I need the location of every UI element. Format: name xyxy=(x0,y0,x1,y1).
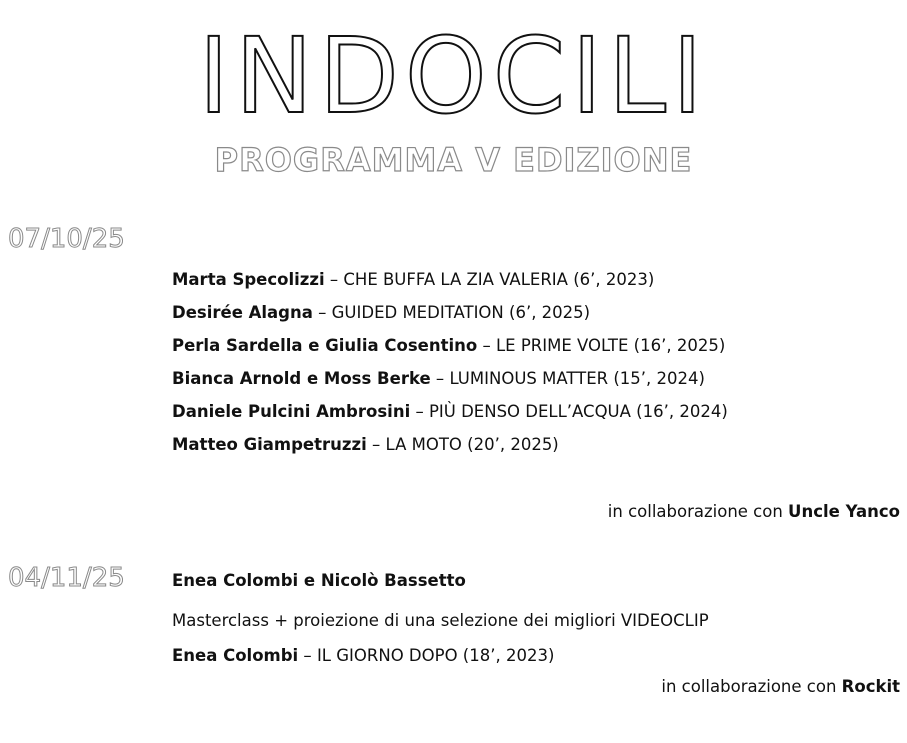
page-title: INDOCILI xyxy=(198,15,709,137)
director-name: Bianca Arnold e Moss Berke xyxy=(172,369,431,388)
program-description xyxy=(172,610,709,632)
collab-partner: Rockit xyxy=(841,677,900,696)
separator: – xyxy=(366,435,386,454)
collaboration-note xyxy=(608,501,900,523)
collab-prefix: in collaborazione con xyxy=(607,502,789,521)
separator: – xyxy=(477,336,496,355)
session-date: 04/11/25 xyxy=(8,563,125,593)
program-entry xyxy=(172,645,554,667)
director-name: Desirée Alagna xyxy=(172,303,313,322)
film-title: CHE BUFFA LA ZIA VALERIA (6’, 2023) xyxy=(343,270,655,289)
separator: – xyxy=(312,303,332,322)
director-name: Marta Specolizzi xyxy=(172,270,325,289)
separator: – xyxy=(430,369,450,388)
guest-names: Enea Colombi e Nicolò Bassetto xyxy=(172,571,466,590)
film-title: LUMINOUS MATTER (15’, 2024) xyxy=(449,369,705,388)
collab-prefix: in collaborazione con xyxy=(661,677,842,696)
program-guests xyxy=(172,570,466,592)
director-name: Matteo Giampetruzzi xyxy=(172,435,367,454)
separator: – xyxy=(324,270,344,289)
program-entry xyxy=(172,269,654,291)
masterclass-description: Masterclass + proiezione di una selezione dei migliori VIDEOCLIP xyxy=(172,611,709,630)
program-entry xyxy=(172,401,728,423)
film-title: IL GIORNO DOPO (18’, 2023) xyxy=(316,646,555,665)
film-title: PIÙ DENSO DELL’ACQUA (16’, 2024) xyxy=(428,402,728,421)
film-title: LA MOTO (20’, 2025) xyxy=(385,435,559,454)
collab-partner: Uncle Yanco xyxy=(788,502,900,521)
film-title: LE PRIME VOLTE (16’, 2025) xyxy=(495,336,726,355)
separator: – xyxy=(410,402,429,421)
session-date: 07/10/25 xyxy=(8,224,125,254)
director-name: Daniele Pulcini Ambrosini xyxy=(172,402,411,421)
separator: – xyxy=(298,646,317,665)
director-name: Enea Colombi xyxy=(172,646,299,665)
program-entry xyxy=(172,368,705,390)
film-title: GUIDED MEDITATION (6’, 2025) xyxy=(331,303,591,322)
program-entry xyxy=(172,434,559,456)
page-subtitle: PROGRAMMA V EDIZIONE xyxy=(214,141,693,179)
program-entry xyxy=(172,335,725,357)
collaboration-note xyxy=(661,676,900,698)
program-entry xyxy=(172,302,590,324)
director-name: Perla Sardella e Giulia Cosentino xyxy=(172,336,478,355)
